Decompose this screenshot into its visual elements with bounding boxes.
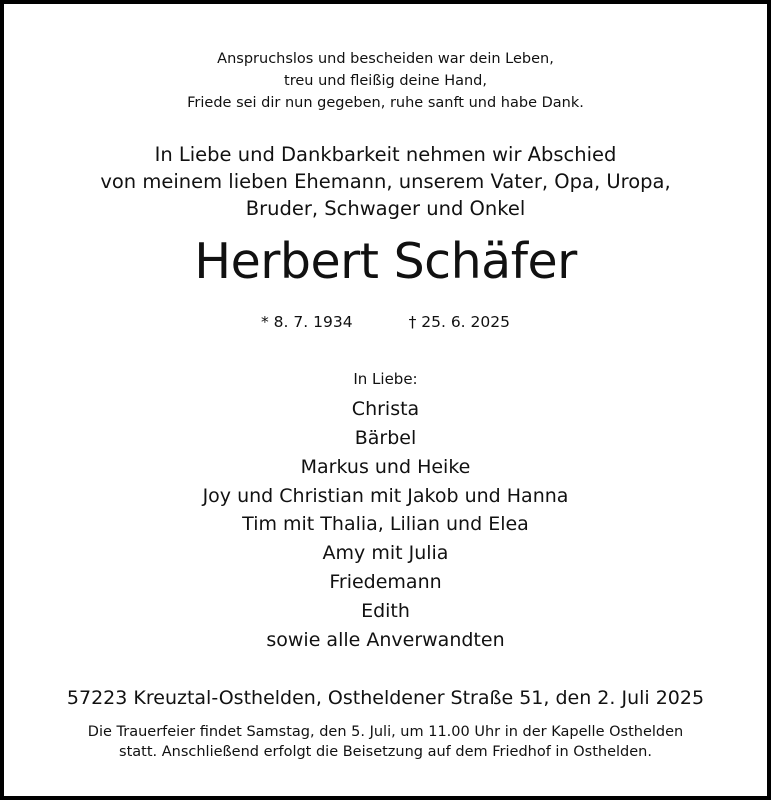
- mourner-name: Edith: [361, 600, 410, 622]
- mourner-name: Markus und Heike: [300, 456, 471, 478]
- place-and-date: 57223 Kreuztal-Osthelden, Ostheldener Straße 51, den 2. Juli 2025: [66, 687, 705, 709]
- mourner-name: Friedemann: [329, 571, 442, 593]
- mourner-name: Christa: [351, 398, 420, 420]
- intro-line-2: von meinem lieben Ehemann, unserem Vater, Opa, Uropa,: [100, 170, 671, 193]
- poem-line-2: treu und fleißig deine Hand,: [284, 73, 487, 89]
- intro-line-3: Bruder, Schwager und Onkel: [245, 197, 526, 220]
- intro-line-1: In Liebe und Dankbarkeit nehmen wir Abschied: [154, 143, 617, 166]
- funeral-info-line-2: statt. Anschließend erfolgt die Beisetzung auf dem Friedhof in Osthelden.: [119, 744, 652, 760]
- mourner-name: Bärbel: [354, 427, 417, 449]
- life-dates: [4, 312, 767, 332]
- death-date: † 25. 6. 2025: [408, 313, 510, 331]
- mourner-name: Joy und Christian mit Jakob und Hanna: [202, 485, 569, 507]
- mourner-name: Amy mit Julia: [322, 542, 449, 564]
- poem-line-3: Friede sei dir nun gegeben, ruhe sanft und habe Dank.: [187, 95, 584, 111]
- birth-date: * 8. 7. 1934: [261, 313, 353, 331]
- poem-line-1: Anspruchslos und bescheiden war dein Leben,: [217, 51, 554, 67]
- deceased-name: Herbert Schäfer: [194, 233, 577, 290]
- mourners-label: In Liebe:: [353, 370, 418, 388]
- mourner-name: Tim mit Thalia, Lilian und Elea: [242, 513, 529, 535]
- funeral-info-line-1: Die Trauerfeier findet Samstag, den 5. Juli, um 11.00 Uhr in der Kapelle Osthelden: [87, 724, 684, 740]
- mourner-name: sowie alle Anverwandten: [266, 629, 505, 651]
